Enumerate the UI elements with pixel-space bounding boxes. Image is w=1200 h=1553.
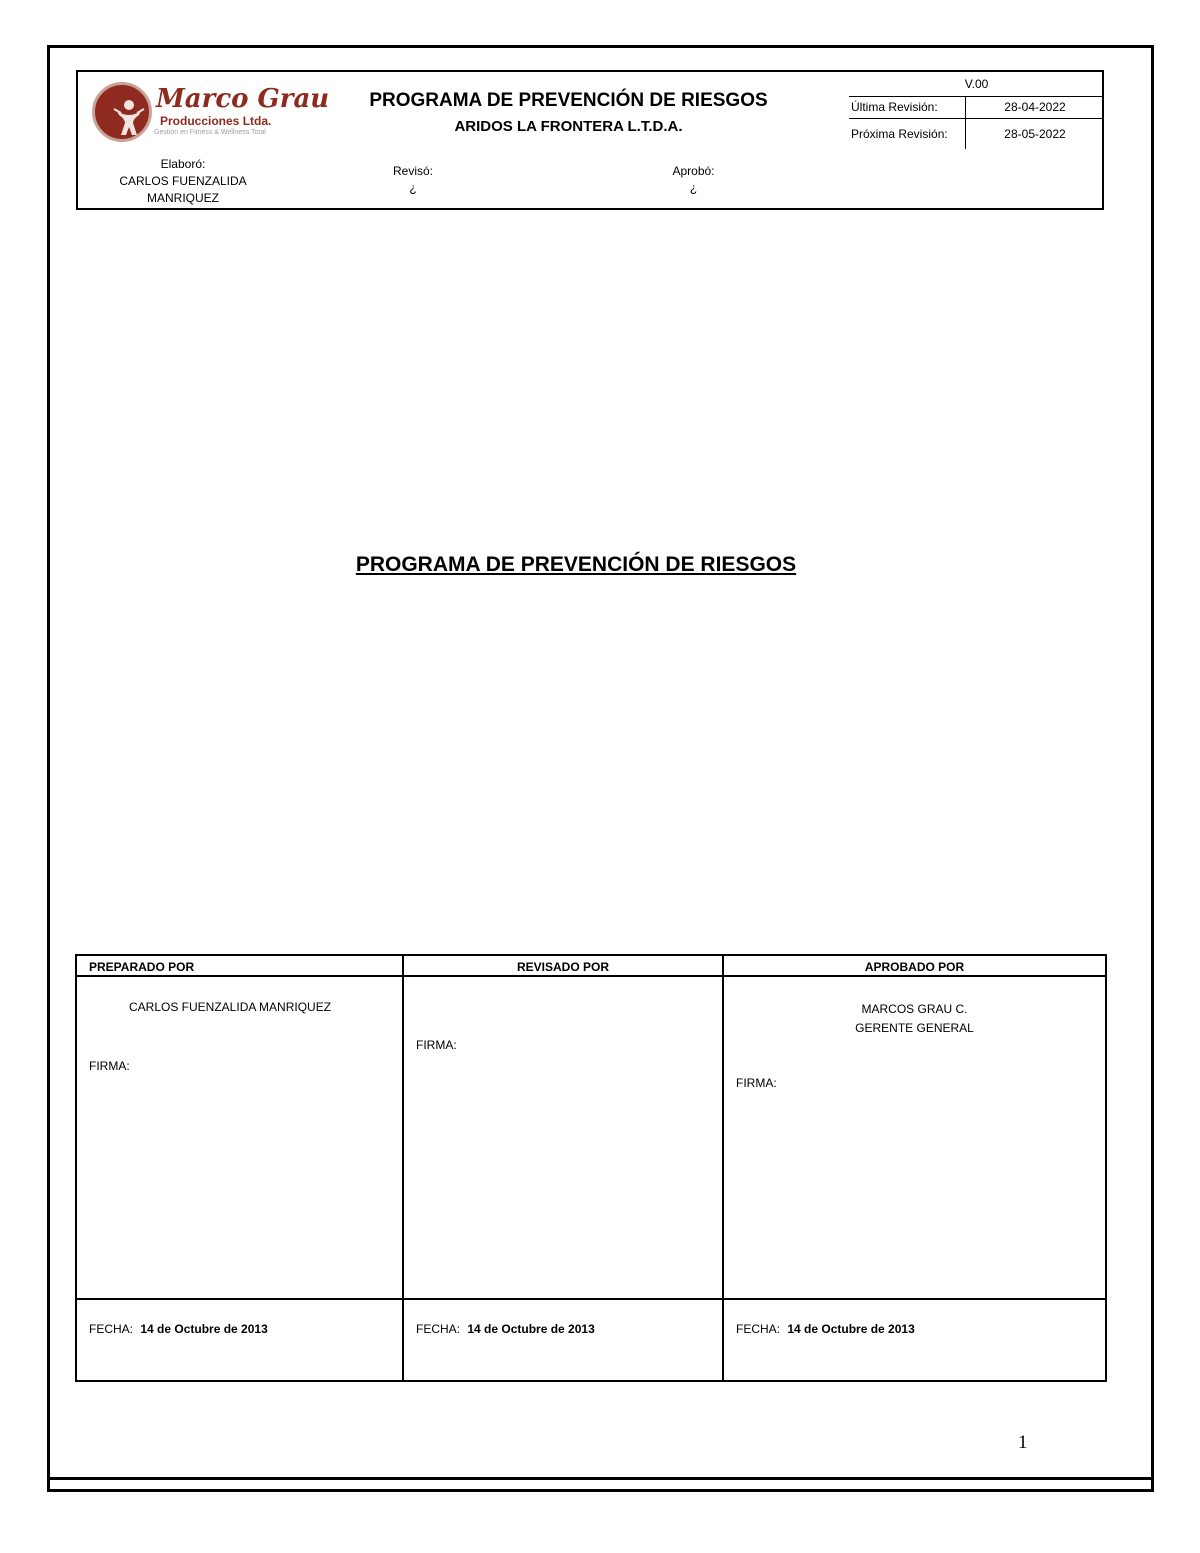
header-title: PROGRAMA DE PREVENCIÓN DE RIESGOS: [369, 90, 768, 111]
elaboro-label: Elaboró:: [160, 157, 206, 171]
prepared-date-label: FECHA:: [89, 1322, 134, 1336]
reviso-value: ¿: [409, 181, 417, 195]
last-revision-label: Última Revisión:: [851, 100, 938, 114]
header-table: [76, 70, 1104, 210]
logo-name: Marco Grau: [156, 84, 330, 114]
reviewed-column: [404, 956, 724, 1380]
prepared-column: [77, 956, 404, 1380]
reviso-label: Revisó:: [392, 164, 433, 178]
approved-signer: [724, 1000, 1105, 1038]
aprobo-cell: [538, 151, 849, 210]
version-label: V.00: [849, 72, 1104, 97]
page-number: 1: [1018, 1432, 1028, 1453]
next-revision-label: Próxima Revisión:: [851, 127, 948, 141]
next-revision-row: [849, 119, 1104, 149]
approved-column: [724, 956, 1105, 1380]
document-title: PROGRAMA DE PREVENCIÓN DE RIESGOS: [355, 553, 797, 576]
elaboro-name: CARLOS FUENZALIDA MANRIQUEZ: [119, 174, 247, 205]
prepared-date-value: 14 de Octubre de 2013: [140, 1322, 268, 1336]
signature-table: [75, 954, 1107, 1382]
approved-firma-label: FIRMA:: [736, 1076, 777, 1090]
approved-heading: APROBADO POR: [724, 956, 1105, 977]
blank-cell: [849, 151, 1104, 210]
company-logo: [88, 80, 330, 144]
logo-cell: [78, 72, 330, 151]
prepared-firma-label: FIRMA:: [89, 1059, 130, 1073]
logo-subtitle: Producciones Ltda.: [160, 114, 272, 128]
approved-date-value: 14 de Octubre de 2013: [787, 1322, 915, 1336]
bottom-rule: [47, 1477, 1154, 1480]
reviewed-heading: REVISADO POR: [404, 956, 722, 977]
approved-name: MARCOS GRAU C.: [861, 1002, 968, 1016]
next-revision-value: 28-05-2022: [965, 119, 1104, 149]
aprobo-label: Aprobó:: [672, 164, 715, 178]
approved-date-row: [724, 1298, 1105, 1380]
prepared-heading: PREPARADO POR: [77, 956, 402, 977]
last-revision-value: 28-04-2022: [965, 97, 1104, 118]
prepared-name: CARLOS FUENZALIDA MANRIQUEZ: [129, 1000, 332, 1014]
title-cell: [288, 72, 849, 151]
elaboro-cell: [78, 151, 288, 210]
reviso-cell: [288, 151, 538, 210]
prepared-date-row: [77, 1298, 402, 1380]
logo-emblem-icon: [92, 82, 152, 142]
approved-role: GERENTE GENERAL: [855, 1021, 974, 1035]
person-icon: [113, 97, 145, 137]
reviewed-date-label: FECHA:: [416, 1322, 461, 1336]
revision-meta: [849, 72, 1104, 151]
logo-tagline: Gestión en Fitness & Wellness Total: [154, 129, 266, 136]
header-subtitle: ARIDOS LA FRONTERA L.T.D.A.: [454, 118, 683, 135]
approved-date-label: FECHA:: [736, 1322, 781, 1336]
aprobo-value: ¿: [689, 181, 698, 195]
reviewed-date-row: [404, 1298, 722, 1380]
reviewed-firma-label: FIRMA:: [416, 1038, 457, 1052]
last-revision-row: [849, 97, 1104, 119]
reviewed-date-value: 14 de Octubre de 2013: [467, 1322, 595, 1336]
